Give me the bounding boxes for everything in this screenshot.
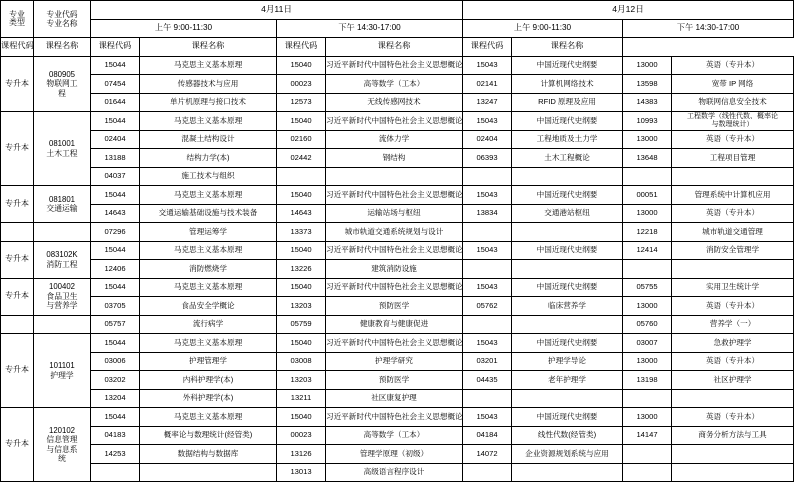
cell-course-code (463, 463, 512, 482)
cell-course-code: 15040 (277, 278, 326, 297)
major-line: 土木工程 (46, 148, 78, 158)
cell-course-code: 14643 (91, 204, 140, 223)
major-line: 081801 (48, 194, 76, 204)
cell-course-code: 15043 (463, 186, 512, 205)
cell-course-name: 工程地质及土力学 (512, 130, 623, 149)
table-row (1, 260, 794, 279)
header-name-3: 课程名称 (326, 38, 463, 57)
cell-course-name (672, 167, 794, 186)
cell-course-code: 07454 (91, 75, 140, 94)
cell-course-name: 中国近现代史纲要 (512, 56, 623, 75)
cell-course-code: 14383 (623, 93, 672, 112)
cell-course-name: 混凝土结构设计 (140, 130, 277, 149)
cell-course-name: 马克思主义基本原理 (140, 241, 277, 260)
cell-course-code: 07296 (91, 223, 140, 242)
cell-course-name: 社区康复护理 (326, 389, 463, 408)
cell-course-code: 13373 (277, 223, 326, 242)
cell-course-code (463, 389, 512, 408)
cell-major-name-empty (34, 315, 91, 334)
cell-course-code: 04183 (91, 426, 140, 445)
cell-course-name: 钢结构 (326, 149, 463, 168)
cell-course-name: 管理运筹学 (140, 223, 277, 242)
cell-major-name (34, 56, 91, 112)
cell-course-name: 概率论与数理统计(经管类) (140, 426, 277, 445)
cell-course-code: 13000 (623, 408, 672, 427)
cell-course-code: 13247 (463, 93, 512, 112)
cell-course-name: 习近平新时代中国特色社会主义思想概论 (326, 408, 463, 427)
cell-course-code: 03202 (91, 371, 140, 390)
cell-course-code: 02442 (277, 149, 326, 168)
cell-course-name: 马克思主义基本原理 (140, 408, 277, 427)
cell-course-code: 12573 (277, 93, 326, 112)
cell-course-code (623, 389, 672, 408)
cell-course-code: 15043 (463, 334, 512, 353)
cell-course-code: 03705 (91, 297, 140, 316)
cell-course-name: 中国近现代史纲要 (512, 112, 623, 131)
cell-course-code: 04037 (91, 167, 140, 186)
header-major-line2: 专业名称 (46, 19, 78, 28)
cell-course-code: 15040 (277, 56, 326, 75)
cell-course-code: 15044 (91, 241, 140, 260)
cell-course-name: 城市轨道交通系统规划与设计 (326, 223, 463, 242)
table-row (1, 93, 794, 112)
cell-course-code (463, 223, 512, 242)
cell-course-code: 02404 (91, 130, 140, 149)
table-row (1, 204, 794, 223)
table-row (1, 149, 794, 168)
cell-course-code (463, 260, 512, 279)
cell-course-code: 15044 (91, 112, 140, 131)
cell-course-code: 04435 (463, 371, 512, 390)
header-row-1 (1, 1, 794, 20)
cell-course-code: 13648 (623, 149, 672, 168)
table-row (1, 389, 794, 408)
cell-course-name: 建筑消防设施 (326, 260, 463, 279)
major-line: 080905 (48, 69, 76, 79)
cell-major-name (34, 186, 91, 223)
cell-course-code: 00023 (277, 75, 326, 94)
table-row (1, 445, 794, 464)
cell-course-name: 食品安全学概论 (140, 297, 277, 316)
cell-course-name: 企业资源规划系统与应用 (512, 445, 623, 464)
cell-course-code: 05759 (277, 315, 326, 334)
table-row (1, 408, 794, 427)
table-row (1, 167, 794, 186)
cell-course-name (672, 389, 794, 408)
major-line: 101101 (49, 361, 75, 370)
table-row (1, 223, 794, 242)
cell-course-name: 护理学导论 (512, 352, 623, 371)
cell-course-code: 00051 (623, 186, 672, 205)
cell-major-type: 专升本 (1, 241, 34, 278)
cell-course-name: 老年护理学 (512, 371, 623, 390)
cell-course-name (672, 112, 794, 131)
cell-course-name: 无线传感网技术 (326, 93, 463, 112)
cell-course-code: 13198 (623, 371, 672, 390)
cell-course-code: 13013 (277, 463, 326, 482)
table-row (1, 130, 794, 149)
cell-course-name (140, 463, 277, 482)
cell-course-name: 外科护理学(本) (140, 389, 277, 408)
cell-course-code: 13204 (91, 389, 140, 408)
header-day1-am: 上午 9:00-11:30 (91, 19, 277, 38)
cell-course-name: 社区护理学 (672, 371, 794, 390)
table-row (1, 426, 794, 445)
cell-course-name: 马克思主义基本原理 (140, 56, 277, 75)
cell-major-type: 专升本 (1, 278, 34, 315)
cell-course-name: 习近平新时代中国特色社会主义思想概论 (326, 334, 463, 353)
cell-course-name: 急救护理学 (672, 334, 794, 353)
header-day2: 4月12日 (463, 1, 794, 20)
cell-course-code: 05755 (623, 278, 672, 297)
cell-course-name: 英语（专升本） (672, 56, 794, 75)
cell-course-name: 马克思主义基本原理 (140, 334, 277, 353)
cell-major-type: 专升本 (1, 112, 34, 186)
cell-course-code (623, 260, 672, 279)
header-type-line2: 类型 (9, 18, 25, 27)
cell-course-name (326, 167, 463, 186)
cell-course-code: 13226 (277, 260, 326, 279)
cell-course-name: 习近平新时代中国特色社会主义思想概论 (326, 186, 463, 205)
cell-course-name: 土木工程概论 (512, 149, 623, 168)
cell-course-name: 交通港站枢纽 (512, 204, 623, 223)
header-code-3: 课程代码 (277, 38, 326, 57)
cell-course-name: 数据结构与数据库 (140, 445, 277, 464)
cell-course-name: 管理系统中计算机应用 (672, 186, 794, 205)
cell-course-name: 传感器技术与应用 (140, 75, 277, 94)
cell-course-code (623, 463, 672, 482)
header-type-line1: 专业 (9, 9, 25, 19)
cell-course-code: 15040 (277, 186, 326, 205)
cell-course-name: 马克思主义基本原理 (140, 278, 277, 297)
cell-course-name: 英语（专升本） (672, 408, 794, 427)
cell-course-name (512, 315, 623, 334)
cell-course-code: 00023 (277, 426, 326, 445)
cell-major-name (34, 112, 91, 186)
cell-course-name: 消防安全管理学 (672, 241, 794, 260)
course-name-line: 工程数学（线性代数、概率论 (687, 112, 779, 120)
cell-major-name-empty (34, 223, 91, 242)
cell-course-name: 流体力学 (326, 130, 463, 149)
cell-course-code: 04184 (463, 426, 512, 445)
cell-course-name: 中国近现代史纲要 (512, 241, 623, 260)
cell-course-code: 15043 (463, 112, 512, 131)
cell-course-code: 03201 (463, 352, 512, 371)
cell-course-code (463, 167, 512, 186)
cell-course-name: 习近平新时代中国特色社会主义思想概论 (326, 112, 463, 131)
cell-major-name (34, 241, 91, 278)
cell-course-code (91, 463, 140, 482)
major-line: 交通运输 (46, 204, 78, 213)
cell-course-code: 15044 (91, 334, 140, 353)
major-line: 消防工程 (46, 259, 78, 269)
major-line: 083102K (46, 250, 78, 259)
cell-course-code: 10993 (623, 112, 672, 131)
cell-major-name (34, 278, 91, 315)
cell-course-name: 营养学（一） (672, 315, 794, 334)
cell-course-name: 临床营养学 (512, 297, 623, 316)
header-day1-pm: 下午 14:30-17:00 (277, 19, 463, 38)
cell-course-code: 13000 (623, 352, 672, 371)
table-row (1, 297, 794, 316)
header-type (1, 1, 34, 38)
cell-course-name (672, 463, 794, 482)
major-line: 与信息系 (46, 444, 78, 454)
cell-major-name (34, 408, 91, 482)
header-code-1: 课程代码 (1, 38, 34, 57)
cell-course-name: 单片机原理与接口技术 (140, 93, 277, 112)
cell-course-name: 中国近现代史纲要 (512, 278, 623, 297)
cell-course-code: 13000 (623, 130, 672, 149)
cell-course-name: 预防医学 (326, 297, 463, 316)
header-major-line1: 专业代码 (46, 9, 78, 19)
cell-course-code: 13203 (277, 297, 326, 316)
table-row (1, 56, 794, 75)
major-line: 信息管理 (46, 435, 78, 444)
cell-course-name: 实用卫生统计学 (672, 278, 794, 297)
major-line: 物联网工 (46, 79, 78, 88)
cell-major-name (34, 334, 91, 408)
major-line: 120102 (48, 425, 76, 435)
cell-major-type: 专升本 (1, 334, 34, 408)
cell-course-code: 06393 (463, 149, 512, 168)
cell-course-name: 运输站场与枢纽 (326, 204, 463, 223)
cell-course-name: 英语（专升本） (672, 204, 794, 223)
cell-course-name: 中国近现代史纲要 (512, 408, 623, 427)
header-day2-pm: 下午 14:30-17:00 (623, 19, 794, 38)
cell-course-name (512, 260, 623, 279)
table-row (1, 186, 794, 205)
cell-course-name: 工程项目管理 (672, 149, 794, 168)
cell-course-code: 01644 (91, 93, 140, 112)
cell-course-name: 习近平新时代中国特色社会主义思想概论 (326, 278, 463, 297)
cell-course-code: 13188 (91, 149, 140, 168)
header-day2-am: 上午 9:00-11:30 (463, 19, 623, 38)
cell-course-name: 物联网信息安全技术 (672, 93, 794, 112)
cell-course-code: 15043 (463, 278, 512, 297)
cell-course-name: 线性代数(经管类) (512, 426, 623, 445)
major-line: 食品卫生 (46, 291, 78, 301)
cell-course-name: 习近平新时代中国特色社会主义思想概论 (326, 241, 463, 260)
cell-course-name: 消防燃烧学 (140, 260, 277, 279)
cell-major-type: 专升本 (1, 186, 34, 223)
table-row (1, 241, 794, 260)
cell-course-name: 护理学研究 (326, 352, 463, 371)
table-row (1, 463, 794, 482)
cell-course-name: 结构力学(本) (140, 149, 277, 168)
cell-course-name: 计算机网络技术 (512, 75, 623, 94)
cell-course-name: 预防医学 (326, 371, 463, 390)
cell-course-code (463, 315, 512, 334)
cell-course-code: 12414 (623, 241, 672, 260)
cell-course-code: 13000 (623, 204, 672, 223)
cell-course-code (623, 167, 672, 186)
major-line: 081001 (48, 139, 76, 148)
cell-course-code: 15040 (277, 334, 326, 353)
cell-major-type-empty (1, 223, 34, 242)
cell-course-name: 马克思主义基本原理 (140, 112, 277, 131)
cell-course-name: 高等数学（工本） (326, 426, 463, 445)
cell-course-name: 英语（专升本） (672, 297, 794, 316)
table-row (1, 112, 794, 131)
header-row-3 (1, 38, 794, 57)
table-row (1, 278, 794, 297)
cell-course-name: 商务分析方法与工具 (672, 426, 794, 445)
cell-course-code: 05760 (623, 315, 672, 334)
table-row (1, 352, 794, 371)
cell-course-code: 15040 (277, 408, 326, 427)
cell-course-code: 12218 (623, 223, 672, 242)
cell-course-code: 03008 (277, 352, 326, 371)
cell-course-code: 14643 (277, 204, 326, 223)
major-line: 护理学 (50, 370, 74, 380)
cell-course-code: 05757 (91, 315, 140, 334)
cell-course-code: 03007 (623, 334, 672, 353)
cell-course-name: 内科护理学(本) (140, 371, 277, 390)
cell-course-name: 交通运输基础设施与技术装备 (140, 204, 277, 223)
cell-course-code (277, 167, 326, 186)
major-line: 程 (58, 88, 66, 98)
cell-course-code: 13126 (277, 445, 326, 464)
header-code-4: 课程代码 (463, 38, 512, 57)
cell-course-name (512, 389, 623, 408)
cell-course-name (672, 445, 794, 464)
cell-course-code: 15044 (91, 278, 140, 297)
cell-course-name (512, 223, 623, 242)
cell-course-code: 15040 (277, 112, 326, 131)
table-body (1, 56, 794, 482)
major-line: 与营养学 (46, 301, 78, 311)
cell-course-name: 中国近现代史纲要 (512, 186, 623, 205)
cell-course-code: 12406 (91, 260, 140, 279)
header-code-2: 课程代码 (91, 38, 140, 57)
cell-course-code: 15043 (463, 241, 512, 260)
cell-course-name: 宽带 IP 网络 (672, 75, 794, 94)
cell-course-name: 高级语言程序设计 (326, 463, 463, 482)
cell-course-name: 施工技术与组织 (140, 167, 277, 186)
header-name-2: 课程名称 (140, 38, 277, 57)
cell-course-code: 02141 (463, 75, 512, 94)
cell-course-code: 13211 (277, 389, 326, 408)
cell-course-code: 15043 (463, 408, 512, 427)
table-row (1, 334, 794, 353)
cell-course-code: 13203 (277, 371, 326, 390)
cell-course-name: 流行病学 (140, 315, 277, 334)
cell-course-code: 13834 (463, 204, 512, 223)
cell-course-code: 14253 (91, 445, 140, 464)
header-name-4: 课程名称 (512, 38, 623, 57)
cell-course-code: 15044 (91, 56, 140, 75)
cell-course-name: 中国近现代史纲要 (512, 334, 623, 353)
cell-major-type: 专升本 (1, 408, 34, 482)
cell-major-type-empty (1, 315, 34, 334)
major-line: 统 (58, 454, 66, 463)
cell-course-name: 管理学原理（初级） (326, 445, 463, 464)
table-row (1, 371, 794, 390)
major-line: 100402 (48, 282, 76, 292)
cell-course-name: 城市轨道交通管理 (672, 223, 794, 242)
cell-course-code: 15044 (91, 408, 140, 427)
cell-course-code: 15043 (463, 56, 512, 75)
cell-course-code: 13000 (623, 56, 672, 75)
cell-course-code: 15040 (277, 241, 326, 260)
cell-course-code: 02404 (463, 130, 512, 149)
cell-course-name (512, 463, 623, 482)
course-name-line: 与数理统计） (711, 120, 754, 128)
header-major (34, 1, 91, 38)
cell-course-code: 02160 (277, 130, 326, 149)
header-name-1: 课程名称 (34, 38, 91, 57)
table-header (1, 1, 794, 57)
cell-course-name: 护理管理学 (140, 352, 277, 371)
cell-course-code (623, 445, 672, 464)
cell-course-code: 14072 (463, 445, 512, 464)
cell-course-code: 14147 (623, 426, 672, 445)
cell-course-code: 13000 (623, 297, 672, 316)
header-day1: 4月11日 (91, 1, 463, 20)
cell-course-name: 健康教育与健康促进 (326, 315, 463, 334)
cell-major-type: 专升本 (1, 56, 34, 112)
cell-course-code: 03006 (91, 352, 140, 371)
cell-course-name: 英语（专升本） (672, 352, 794, 371)
header-row-2 (1, 19, 794, 38)
cell-course-code: 13598 (623, 75, 672, 94)
cell-course-name: 习近平新时代中国特色社会主义思想概论 (326, 56, 463, 75)
cell-course-name (672, 260, 794, 279)
cell-course-name: 高等数学（工本） (326, 75, 463, 94)
cell-course-name: 英语（专升本） (672, 130, 794, 149)
cell-course-code: 05762 (463, 297, 512, 316)
cell-course-name: 马克思主义基本原理 (140, 186, 277, 205)
cell-course-name: RFID 原理及应用 (512, 93, 623, 112)
cell-course-code: 15044 (91, 186, 140, 205)
cell-course-name (512, 167, 623, 186)
table-row (1, 315, 794, 334)
table-row (1, 75, 794, 94)
